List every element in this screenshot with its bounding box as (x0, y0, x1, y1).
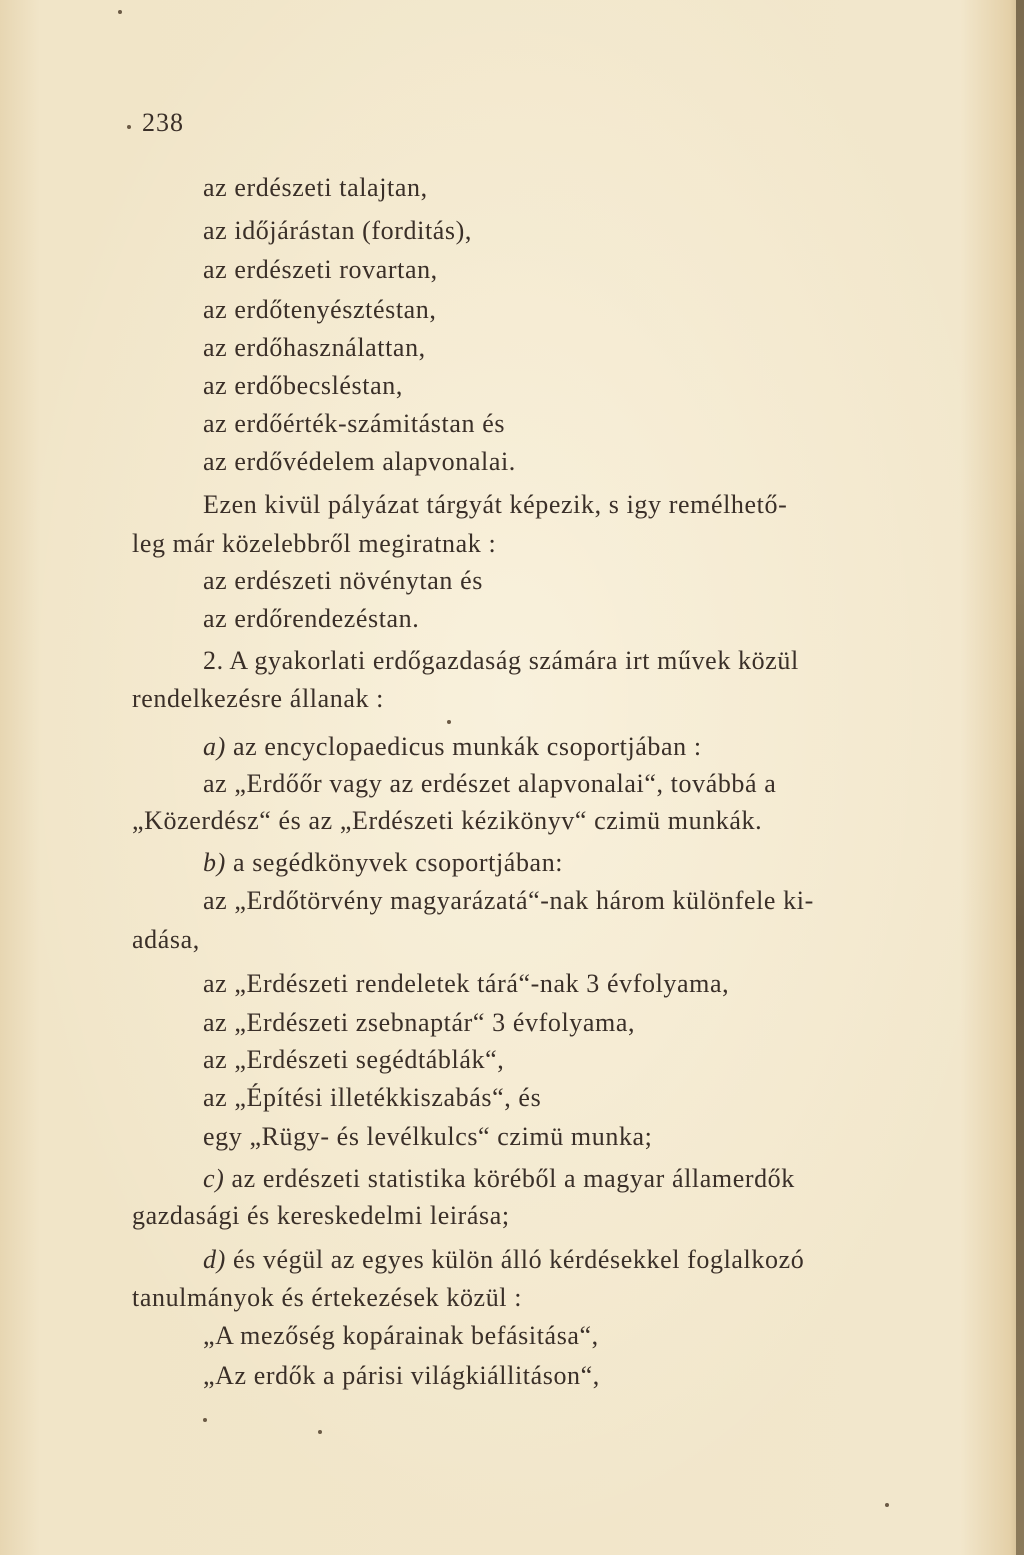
text-line: az „Erdészeti segédtáblák“, (203, 1045, 505, 1074)
text-line: rendelkezésre állanak : (132, 684, 384, 713)
text-line: 2. A gyakorlati erdőgazdaság számára irt művek közül (203, 646, 799, 675)
paper-speck (885, 1503, 889, 1507)
paper-speck (127, 125, 131, 129)
text-line: az „Erdőőr vagy az erdészet alapvonalai“, továbbá a (203, 769, 777, 798)
text-line: „A mezőség kopárainak befásitása“, (203, 1321, 599, 1350)
list-text: az encyclopaedicus munkák csoportjában : (232, 732, 702, 761)
page-number: 238 (142, 108, 184, 137)
text-line: gazdasági és kereskedelmi leirása; (132, 1201, 510, 1230)
text-line: az „Építési illetékkiszabás“, és (203, 1083, 542, 1112)
text-line: az erdészeti növénytan és (203, 566, 483, 595)
text-line: az „Erdészeti zsebnaptár“ 3 évfolyama, (203, 1008, 636, 1037)
text-line: egy „Rügy- és levélkulcs“ czimü munka; (203, 1122, 653, 1151)
text-line: tanulmányok és értekezések közül : (132, 1283, 523, 1312)
text-line: az „Erdőtörvény magyarázatá“-nak három különfele ki- (203, 886, 814, 915)
paper-speck (203, 1418, 207, 1422)
text-line (203, 1244, 804, 1276)
text-line: „Közerdész“ és az „Erdészeti kézikönyv“ czimü munkák. (132, 806, 763, 835)
text-line: az erdőérték-számitástan és (203, 409, 506, 438)
text-line: az időjárástan (forditás), (203, 216, 472, 245)
text-line: az erdőbecsléstan, (203, 371, 403, 400)
list-marker-c: c) (203, 1164, 225, 1193)
page-edge (1016, 0, 1024, 1555)
list-text: és végül az egyes külön álló kérdésekkel foglalkozó (232, 1245, 805, 1274)
text-line (203, 1163, 795, 1195)
text-line (203, 847, 563, 879)
text-line (203, 731, 702, 763)
text-line: „Az erdők a párisi világkiállitáson“, (203, 1361, 600, 1390)
text-line: adása, (132, 925, 200, 954)
text-line: az erdészeti talajtan, (203, 173, 428, 202)
list-marker-d: d) (203, 1245, 226, 1274)
text-line: az erdővédelem alapvonalai. (203, 447, 516, 476)
text-line: leg már közelebbről megiratnak : (132, 529, 497, 558)
list-marker-a: a) (203, 732, 226, 761)
list-text: az erdészeti statistika köréből a magyar államerdők (231, 1164, 795, 1193)
paragraph-text: Ezen kivül pályázat tárgyát képezik, s igy remélhető- (203, 490, 788, 519)
paper-speck (318, 1430, 322, 1434)
paper-speck (447, 720, 451, 724)
paper-speck (118, 10, 122, 14)
text-line: az „Erdészeti rendeletek tárá“-nak 3 évfolyama, (203, 969, 730, 998)
text-line (203, 489, 935, 521)
text-line: az erdőhasználattan, (203, 333, 426, 362)
text-line: az erdőrendezéstan. (203, 604, 420, 633)
list-text: a segédkönyvek csoportjában: (232, 848, 564, 877)
list-marker-b: b) (203, 848, 226, 877)
text-line: az erdészeti rovartan, (203, 255, 438, 284)
text-line: az erdőtenyésztéstan, (203, 295, 437, 324)
